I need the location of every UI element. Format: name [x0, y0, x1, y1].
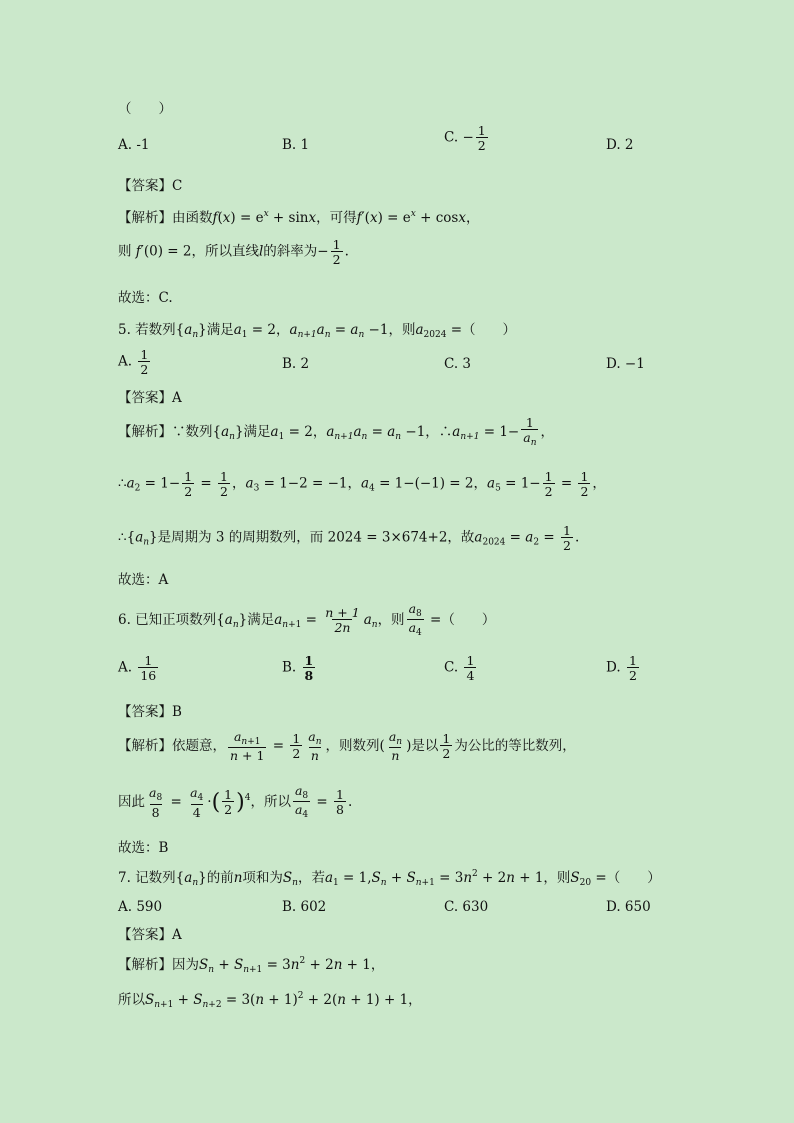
question-paren: （ ）	[118, 101, 172, 117]
q6-answer: 【答案】B	[118, 704, 182, 720]
q7-option-b: B. 602	[282, 899, 327, 915]
q5-analysis-line3: $\therefore\{a_n\}$是周期为 3 的周期数列，而 2024 = 3×674+2，故$a_{2024} = a_2$ = $\frac{1}{2}$ .	[118, 523, 580, 554]
q5-option-a: A. $\frac{1}{2}$	[118, 347, 149, 378]
q4-choice: 故选：C.	[118, 290, 173, 306]
q4-analysis-line1: 【解析】由函数$f(x) = e^x + \sin x$，可得$f'(x) = e^x + \cos x$，	[118, 209, 480, 226]
q6-option-b: B. $\frac{1}{8}$	[282, 653, 314, 684]
q4-option-d: D. 2	[606, 137, 634, 153]
q5-analysis-line2: $\therefore a_2 = 1-$ $\frac{1}{2}$ = $\frac{1}{2}$ ，$a_3 = 1-2 = -1$，$a_4 = 1-(-1) = 2$，$a_5 = 1-$ $\frac{1}{2}$ = $\frac{1}{2}$ ，	[118, 469, 606, 500]
q6-stem: 6. 已知正项数列$\{a_n\}$满足$a_{n+1}$ = $\frac{n + 1}{2n}$ $a_n$，则 $\frac{a_8}{a_4}$ =（ ）	[118, 601, 496, 639]
q4-analysis-line2: 则 f′(0) = 2，所以直线l的斜率为− $\frac{1}{2}$ .	[118, 237, 349, 268]
q7-answer: 【答案】A	[118, 927, 182, 943]
q6-option-d: D. $\frac{1}{2}$	[606, 653, 637, 684]
q5-option-d: D. −1	[606, 356, 645, 372]
q6-option-c: C. $\frac{1}{4}$	[444, 653, 475, 684]
q4-option-b: B. 1	[282, 137, 310, 153]
q7-analysis-line2: 所以$S_{n+1} + S_{n+2} = 3(n + 1)^2 + 2(n + 1) + 1$，	[118, 991, 422, 1010]
q6-analysis-line2: 因此 $\frac{a_8}{8}$ = $\frac{a_4}{4}$ ·( $\frac{1}{2}$ )$^4$，所以 $\frac{a_8}{a_4}$ = $\frac{1}{8}$ .	[118, 783, 353, 821]
q7-option-a: A. 590	[118, 899, 163, 915]
q6-analysis-line1: 【解析】依题意， $\frac{a_{n+1}}{n + 1}$ = $\frac{1}{2}$ $\frac{a_n}{n}$ ，则数列( $\frac{a_n}{n}$ )是以 $\frac{1}{2}$ 为公比的等比数列，	[118, 729, 576, 764]
q5-option-b: B. 2	[282, 356, 310, 372]
q4-option-c: C. − $\frac{1}{2}$	[444, 123, 486, 154]
q7-stem: 7. 记数列$\{a_n\}$的前n项和为$S_n$，若$a_1 = 1,S_n + S_{n+1} = 3n^2 + 2n + 1$，则$S_{20}$ =（ ）	[118, 869, 661, 888]
q5-analysis-line1: 【解析】∵数列$\{a_n\}$满足$a_1 = 2$，$a_{n+1}a_n = a_n -1$，$\therefore a_{n+1} = 1-$ $\frac{1}{a_n}$ ，	[118, 415, 554, 449]
q6-choice: 故选：B	[118, 840, 169, 856]
q4-answer: 【答案】C	[118, 178, 183, 194]
q7-option-c: C. 630	[444, 899, 489, 915]
q6-option-a: A. $\frac{1}{16}$	[118, 653, 157, 684]
q4-option-a: A. -1	[118, 137, 150, 153]
q7-option-d: D. 650	[606, 899, 651, 915]
q5-option-c: C. 3	[444, 356, 472, 372]
q7-analysis-line1: 【解析】因为$S_n + S_{n+1} = 3n^2 + 2n + 1$，	[118, 956, 385, 975]
q5-stem: 5. 若数列$\{a_n\}$满足$a_1 = 2$，$a_{n+1}a_n = a_n -1$，则$a_{2024}$ =（ ）	[118, 322, 517, 340]
q5-choice: 故选：A	[118, 572, 169, 588]
q5-answer: 【答案】A	[118, 390, 182, 406]
